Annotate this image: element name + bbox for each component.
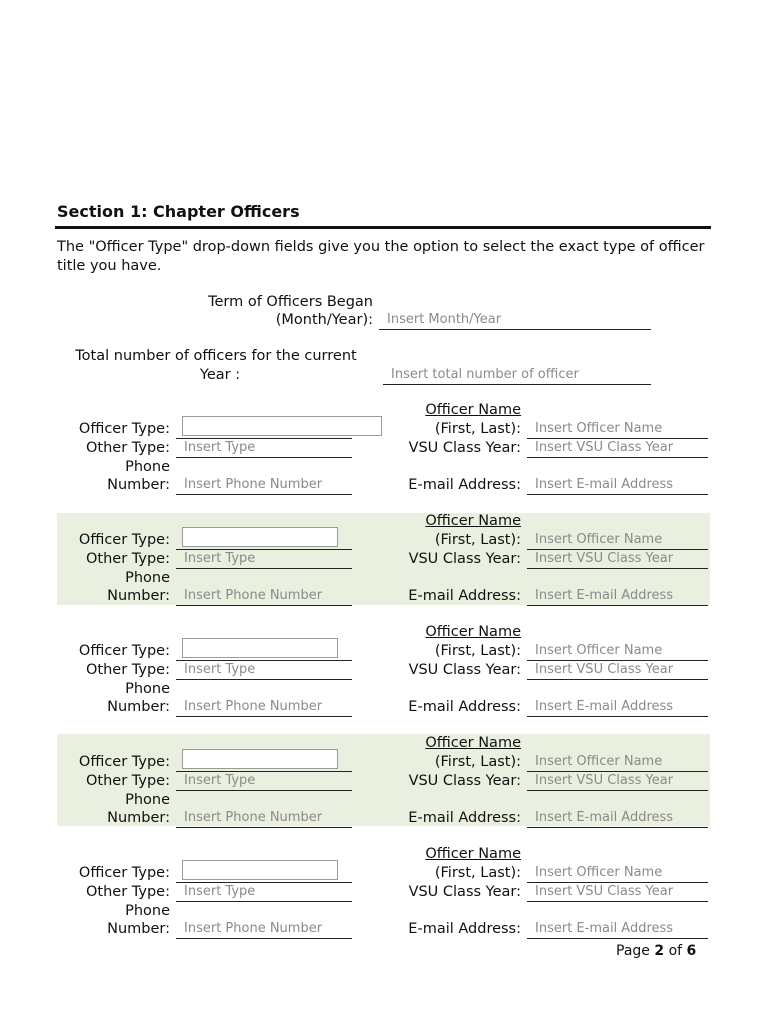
class-year-placeholder: Insert VSU Class Year bbox=[535, 884, 674, 899]
officer-type-label: Officer Type: bbox=[78, 421, 170, 437]
phone-label-line2: Number: bbox=[107, 810, 170, 826]
email-placeholder: Insert E-mail Address bbox=[535, 477, 674, 492]
officer-name-placeholder: Insert Officer Name bbox=[535, 643, 663, 658]
other-type-field[interactable] bbox=[176, 550, 352, 569]
other-type-label: Other Type: bbox=[86, 773, 170, 789]
class-year-placeholder: Insert VSU Class Year bbox=[535, 773, 674, 788]
email-field[interactable] bbox=[527, 698, 708, 717]
total-label-line1: Total number of officers for the current bbox=[75, 348, 357, 364]
email-label: E-mail Address: bbox=[408, 477, 521, 493]
phone-placeholder: Insert Phone Number bbox=[184, 477, 323, 492]
officer-type-label: Officer Type: bbox=[78, 754, 170, 770]
footer-of-word: of bbox=[668, 943, 683, 959]
phone-label-line1: Phone bbox=[125, 459, 170, 475]
class-year-label: VSU Class Year: bbox=[408, 440, 521, 456]
total-placeholder: Insert total number of officer bbox=[391, 367, 579, 382]
term-label-line2: (Month/Year): bbox=[275, 312, 373, 328]
officer-name-label-line1: Officer Name bbox=[425, 513, 521, 529]
class-year-field[interactable] bbox=[527, 661, 708, 680]
class-year-field[interactable] bbox=[527, 439, 708, 458]
officer-name-label-line1: Officer Name bbox=[425, 402, 521, 418]
email-label: E-mail Address: bbox=[408, 588, 521, 604]
officer-name-placeholder: Insert Officer Name bbox=[535, 754, 663, 769]
officer-name-label-line1: Officer Name bbox=[425, 735, 521, 751]
phone-field[interactable] bbox=[176, 809, 352, 828]
phone-label-line2: Number: bbox=[107, 588, 170, 604]
other-type-placeholder: Insert Type bbox=[184, 551, 256, 566]
email-placeholder: Insert E-mail Address bbox=[535, 810, 674, 825]
other-type-placeholder: Insert Type bbox=[184, 884, 256, 899]
email-field[interactable] bbox=[527, 809, 708, 828]
officer-type-dropdown[interactable] bbox=[182, 638, 338, 658]
phone-label-line1: Phone bbox=[125, 681, 170, 697]
section-rule bbox=[55, 226, 711, 229]
email-label: E-mail Address: bbox=[408, 921, 521, 937]
class-year-placeholder: Insert VSU Class Year bbox=[535, 551, 674, 566]
class-year-label: VSU Class Year: bbox=[408, 662, 521, 678]
other-type-field[interactable] bbox=[176, 772, 352, 791]
officer-name-label-line2: (First, Last): bbox=[434, 421, 521, 437]
email-field[interactable] bbox=[527, 476, 708, 495]
phone-placeholder: Insert Phone Number bbox=[184, 921, 323, 936]
term-label-line1: Term of Officers Began bbox=[208, 294, 373, 310]
phone-placeholder: Insert Phone Number bbox=[184, 810, 323, 825]
class-year-label: VSU Class Year: bbox=[408, 884, 521, 900]
class-year-field[interactable] bbox=[527, 883, 708, 902]
other-type-label: Other Type: bbox=[86, 884, 170, 900]
phone-placeholder: Insert Phone Number bbox=[184, 699, 323, 714]
section-heading: Section 1: Chapter Officers bbox=[57, 202, 300, 221]
phone-label-line1: Phone bbox=[125, 570, 170, 586]
total-label-line2: Year : bbox=[199, 367, 241, 383]
phone-placeholder: Insert Phone Number bbox=[184, 588, 323, 603]
term-field[interactable] bbox=[379, 311, 651, 330]
term-placeholder: Insert Month/Year bbox=[387, 312, 502, 327]
phone-field[interactable] bbox=[176, 587, 352, 606]
email-label: E-mail Address: bbox=[408, 699, 521, 715]
other-type-label: Other Type: bbox=[86, 662, 170, 678]
officer-name-field[interactable] bbox=[527, 753, 708, 772]
section-intro: The "Officer Type" drop-down fields give you the option to select the exact type of officer title you have. bbox=[57, 239, 705, 274]
phone-label-line2: Number: bbox=[107, 699, 170, 715]
officer-name-placeholder: Insert Officer Name bbox=[535, 865, 663, 880]
officer-name-label-line1: Officer Name bbox=[425, 624, 521, 640]
officer-name-label-line2: (First, Last): bbox=[434, 643, 521, 659]
officer-name-field[interactable] bbox=[527, 642, 708, 661]
phone-field[interactable] bbox=[176, 476, 352, 495]
officer-name-label-line1: Officer Name bbox=[425, 846, 521, 862]
email-label: E-mail Address: bbox=[408, 810, 521, 826]
officer-name-label-line2: (First, Last): bbox=[434, 865, 521, 881]
other-type-label: Other Type: bbox=[86, 440, 170, 456]
officer-name-field[interactable] bbox=[527, 864, 708, 883]
class-year-field[interactable] bbox=[527, 550, 708, 569]
email-placeholder: Insert E-mail Address bbox=[535, 588, 674, 603]
other-type-placeholder: Insert Type bbox=[184, 662, 256, 677]
officer-name-label-line2: (First, Last): bbox=[434, 754, 521, 770]
email-field[interactable] bbox=[527, 920, 708, 939]
officer-name-label-line2: (First, Last): bbox=[434, 532, 521, 548]
phone-label-line2: Number: bbox=[107, 477, 170, 493]
class-year-field[interactable] bbox=[527, 772, 708, 791]
officer-type-label: Officer Type: bbox=[78, 532, 170, 548]
officer-type-dropdown[interactable] bbox=[182, 527, 338, 547]
phone-field[interactable] bbox=[176, 920, 352, 939]
other-type-placeholder: Insert Type bbox=[184, 773, 256, 788]
footer-total-pages: 6 bbox=[686, 943, 697, 959]
other-type-field[interactable] bbox=[176, 883, 352, 902]
officer-type-label: Officer Type: bbox=[78, 643, 170, 659]
class-year-label: VSU Class Year: bbox=[408, 551, 521, 567]
footer-page-number: 2 bbox=[654, 943, 665, 959]
officer-name-field[interactable] bbox=[527, 420, 708, 439]
email-field[interactable] bbox=[527, 587, 708, 606]
phone-label-line2: Number: bbox=[107, 921, 170, 937]
email-placeholder: Insert E-mail Address bbox=[535, 921, 674, 936]
officer-type-dropdown[interactable] bbox=[182, 749, 338, 769]
class-year-placeholder: Insert VSU Class Year bbox=[535, 662, 674, 677]
phone-label-line1: Phone bbox=[125, 792, 170, 808]
officer-name-placeholder: Insert Officer Name bbox=[535, 421, 663, 436]
officer-type-label: Officer Type: bbox=[78, 865, 170, 881]
other-type-label: Other Type: bbox=[86, 551, 170, 567]
page-footer bbox=[616, 943, 696, 959]
footer-page-word: Page bbox=[616, 943, 650, 959]
phone-field[interactable] bbox=[176, 698, 352, 717]
phone-label-line1: Phone bbox=[125, 903, 170, 919]
other-type-field[interactable] bbox=[176, 661, 352, 680]
other-type-field[interactable] bbox=[176, 439, 352, 458]
total-field[interactable] bbox=[383, 366, 651, 385]
officer-type-dropdown[interactable] bbox=[182, 416, 382, 436]
officer-type-dropdown[interactable] bbox=[182, 860, 338, 880]
officer-name-field[interactable] bbox=[527, 531, 708, 550]
email-placeholder: Insert E-mail Address bbox=[535, 699, 674, 714]
class-year-label: VSU Class Year: bbox=[408, 773, 521, 789]
officer-name-placeholder: Insert Officer Name bbox=[535, 532, 663, 547]
other-type-placeholder: Insert Type bbox=[184, 440, 256, 455]
class-year-placeholder: Insert VSU Class Year bbox=[535, 440, 674, 455]
